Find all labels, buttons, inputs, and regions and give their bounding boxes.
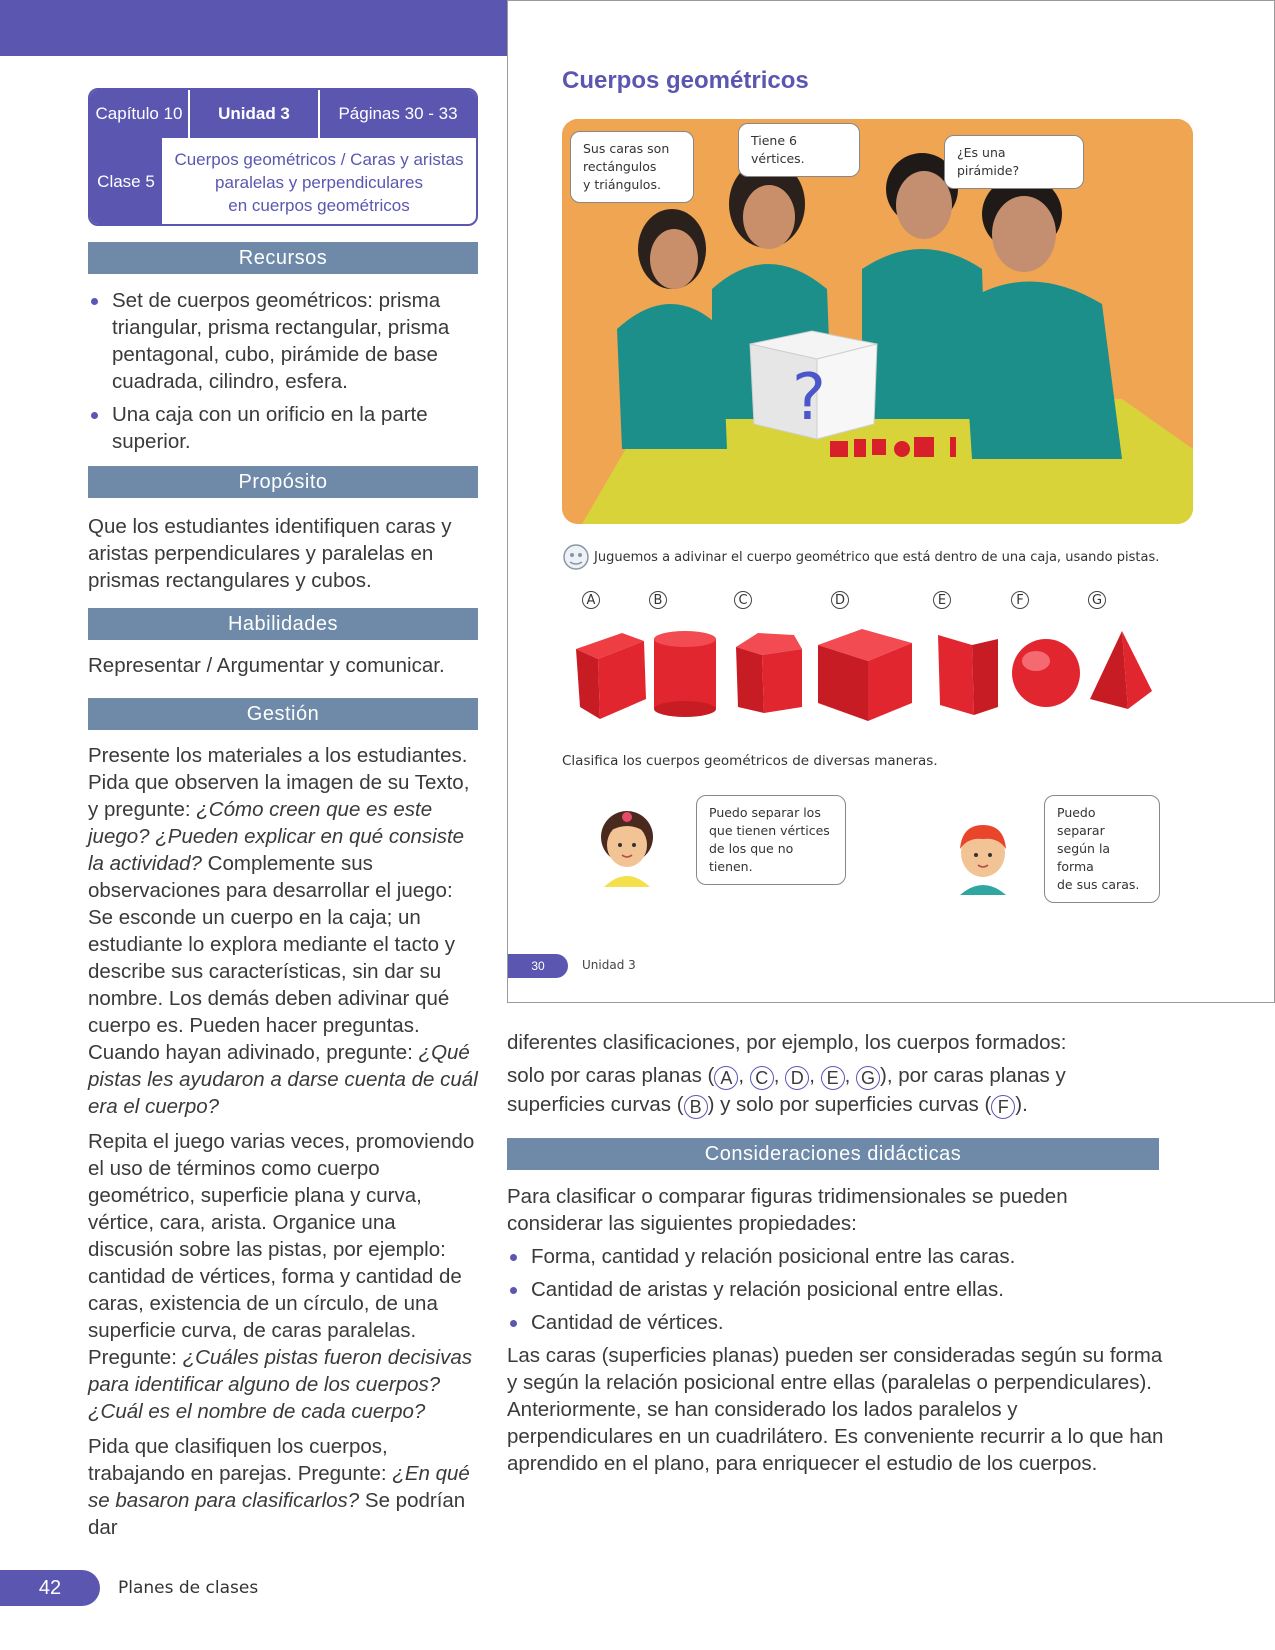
circled-letter: E [821, 1066, 845, 1090]
bubble-line: Puedo separar los [709, 805, 821, 820]
rectangular-prism [938, 635, 998, 715]
question-text: ¿En qué se basaron para clasificarlos? [88, 1462, 470, 1512]
consideraciones-list [507, 1243, 1167, 1336]
speech-bubble-1 [570, 131, 694, 203]
boy-speech-bubble [1044, 795, 1160, 903]
unit-cell: Unidad 3 [190, 90, 320, 138]
text-span: ), por caras planas y [880, 1064, 1066, 1087]
pentagonal-prism [736, 633, 802, 713]
activity-icon [562, 543, 590, 571]
pyramid [1090, 631, 1152, 709]
topic-line: en cuerpos geométricos [228, 195, 410, 215]
bubble-line: según la forma [1057, 841, 1111, 874]
top-band [0, 0, 508, 56]
recursos-heading: Recursos [88, 242, 478, 274]
book-title: Cuerpos geométricos [562, 67, 809, 94]
gestion-heading: Gestión [88, 698, 478, 730]
recursos-list-block [88, 287, 480, 461]
text-span: Pida que clasifiquen los cuerpos, trabajando en parejas. Pregunte: [88, 1435, 393, 1485]
triangular-prism [576, 633, 646, 719]
sphere [1012, 639, 1080, 707]
textbook-page [507, 0, 1275, 1003]
class-cell: Clase 5 [90, 138, 162, 226]
cube [818, 629, 912, 721]
shape-label-d: D [831, 591, 849, 609]
bubble-line: y triángulos. [583, 177, 661, 192]
circled-letter: C [750, 1066, 774, 1090]
question-text: ¿Cómo creen que es este juego? ¿Pueden explicar en qué consiste la actividad? [88, 798, 465, 875]
text-span: solo por caras planas ( [507, 1064, 715, 1087]
topic-line: Cuerpos geométricos / Caras y aristas [174, 149, 464, 169]
info-topic-row [90, 138, 476, 226]
consideraciones-intro: Para clasificar o comparar figuras tridimensionales se pueden considerar las siguientes propiedades: [507, 1185, 1068, 1235]
consideraciones-heading: Consideraciones didácticas [507, 1138, 1159, 1170]
pages-cell: Páginas 30 - 33 [338, 104, 458, 123]
text-span: ) y solo por superficies curvas ( [707, 1093, 992, 1116]
topic-line: paralelas y perpendiculares [215, 172, 423, 192]
circled-letter: F [991, 1095, 1015, 1119]
topic-cell [162, 138, 476, 226]
text-span: Presente los materiales a los estudiantes. Pida que observen la imagen de su Texto, y pregunte: [88, 744, 470, 821]
text-span: Complemente sus observaciones para desarrollar el juego: Se esconde un cuerpo en la caja; un estudiante lo explora mediante el tacto y describe sus características, sin dar su nombre. Los demás deben adivinar qué cuerpo es. Pueden hacer preguntas. Cuando hayan adivinado, pregunte: [88, 852, 455, 1064]
shape-label-a: A [582, 591, 600, 609]
bubble-line: rectángulos [583, 159, 657, 174]
footer-label: Planes de clases [118, 1578, 259, 1598]
bubble-line: Sus caras son [583, 141, 670, 156]
text-span: ). [1015, 1093, 1028, 1116]
shape-label-e: E [933, 591, 951, 609]
text-span: Repita el juego varias veces, promoviendo el uso de términos como cuerpo geométrico, superficie plana y curva, vértice, cara, arista. Organice una discusión sobre las pistas, por ejemplo: cantidad de vértices, forma y cantidad de caras, existencia de un círculo, de una superficie curva, de caras paralelas. Pregunte: [88, 1130, 475, 1369]
list-item: Cantidad de aristas y relación posicional entre ellas. [507, 1276, 1167, 1303]
intro-text: Juguemos a adivinar el cuerpo geométrico que está dentro de una caja, usando pistas. [594, 549, 1160, 565]
shape-label-b: B [649, 591, 667, 609]
bubble-line: de los que no tienen. [709, 841, 794, 874]
bubble-line: que tienen vértices [709, 823, 830, 838]
page-number: 42 [0, 1570, 100, 1606]
list-item: Cantidad de vértices. [507, 1309, 1167, 1336]
list-item: Una caja con un orificio en la parte superior. [88, 401, 480, 455]
shape-label-f: F [1011, 591, 1029, 609]
circled-letter: A [714, 1066, 738, 1090]
info-header-row [90, 90, 476, 138]
examples-line-1: diferentes clasificaciones, por ejemplo, los cuerpos formados: [507, 1031, 1067, 1054]
classification-examples [507, 1028, 1167, 1119]
consideraciones-closing: Las caras (superficies planas) pueden ser consideradas según su forma y según la relación posicional entre ellas (paralelas o perpendiculares). Anteriormente, se han considerado los lados paralelos y perpendiculares en un cuadrilátero. Es conveniente recurrir a lo que han aprendido en el plano, para enriquecer el estudio de los cuerpos. [507, 1344, 1164, 1475]
book-unit-label: Unidad 3 [582, 958, 636, 972]
proposito-heading: Propósito [88, 466, 478, 498]
book-footer [508, 954, 1274, 984]
list-item: Forma, cantidad y relación posicional entre las caras. [507, 1243, 1167, 1270]
list-item: Set de cuerpos geométricos: prisma triangular, prisma rectangular, prisma pentagonal, cubo, pirámide de base cuadrada, cilindro, esfera. [88, 287, 480, 395]
bubble-line: Puedo separar [1057, 805, 1105, 838]
text-span: superficies curvas ( [507, 1093, 684, 1116]
examples-line-3 [507, 1090, 1167, 1119]
examples-line-2: solo por caras planas ( A , C , D , E , G ), por caras planas y [507, 1064, 1066, 1088]
consideraciones-body [507, 1183, 1167, 1477]
activity-intro [562, 543, 1159, 571]
bubble-line: de sus caras. [1057, 877, 1140, 892]
geometric-solids-row [562, 621, 1202, 721]
box-question-mark: ? [792, 361, 826, 435]
book-page-number: 30 [508, 954, 568, 978]
girl-avatar [592, 809, 662, 887]
speech-bubble-3: ¿Es una pirámide? [944, 135, 1084, 189]
gestion-paragraph-3 [88, 1433, 480, 1541]
classify-instruction: Clasifica los cuerpos geométricos de diversas maneras. [562, 753, 938, 769]
gestion-paragraph-1 [88, 742, 480, 1120]
proposito-text: Que los estudiantes identifiquen caras y aristas perpendiculares y paralelas en prismas rectangulares y cubos. [88, 515, 452, 592]
text-span: Se podrían dar [88, 1489, 466, 1539]
habilidades-text: Representar / Argumentar y comunicar. [88, 654, 445, 677]
chapter-cell: Capítulo 10 [90, 90, 190, 138]
habilidades-heading: Habilidades [88, 608, 478, 640]
circled-letter: G [856, 1066, 880, 1090]
circled-letter: D [785, 1066, 809, 1090]
lesson-info-table [88, 88, 478, 226]
students-photo [562, 119, 1193, 524]
speech-bubble-2: Tiene 6 vértices. [738, 123, 860, 177]
question-text: ¿Cuáles pistas fueron decisivas para identificar alguno de los cuerpos? ¿Cuál es el nombre de cada cuerpo? [88, 1346, 473, 1423]
recursos-list [88, 287, 480, 455]
gestion-paragraph-2 [88, 1128, 480, 1425]
girl-speech-bubble [696, 795, 846, 885]
cylinder [654, 631, 716, 717]
question-text: ¿Qué pistas les ayudaron a darse cuenta de cuál era el cuerpo? [88, 1041, 478, 1118]
shape-label-c: C [734, 591, 752, 609]
boy-avatar [948, 819, 1018, 895]
mystery-box [750, 331, 877, 439]
shape-label-g: G [1088, 591, 1106, 609]
circled-letter: B [684, 1095, 708, 1119]
gestion-text [88, 742, 480, 1549]
